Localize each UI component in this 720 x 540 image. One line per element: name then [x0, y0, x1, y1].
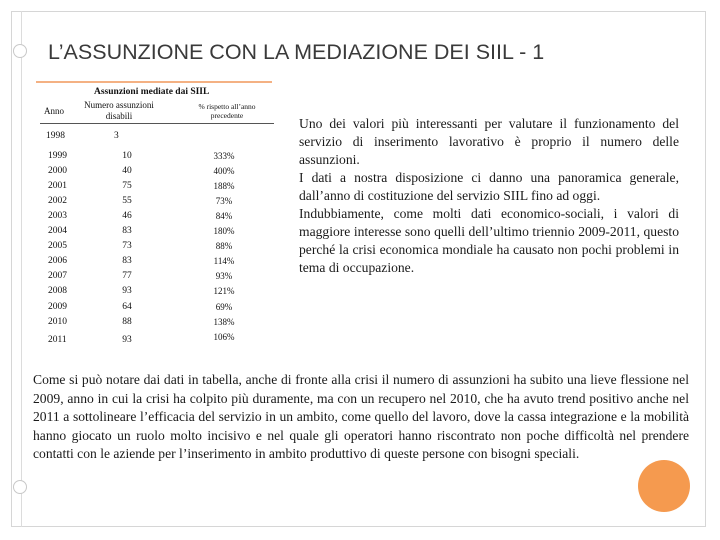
table-cell-count: 10	[122, 151, 132, 161]
table-cell-year: 2009	[48, 301, 67, 312]
table-cell-count: 55	[122, 196, 132, 207]
table-cell-pct: 88%	[215, 241, 233, 252]
header-year: Anno	[44, 106, 64, 116]
table-cell-pct: 93%	[215, 271, 233, 282]
table-cell-count: 77	[122, 271, 132, 282]
conclusion-text: Come si può notare dai dati in tabella, anche di fronte alla crisi il numero di assunzioni ha subito una lieve flessione nel 2009, anno in cui la crisi ha colpito più duramente, ma con un recupero nel 2010, che ha avuto trend positivo anche nel 2011 a sottolineare l’efficacia del servizio in un ambito, come quello del lavoro, dove la cassa integrazione e la mobilità hanno giocato un ruolo molto incisivo e nel quale gli operatori hanno riscontrato non poche difficoltà nel prendere contatti con le aziende per l’inserimento in ambito produttivo di queste persone con bisogni speciali.	[33, 372, 689, 461]
table-cell-pct: 84%	[215, 211, 233, 222]
first-row-year: 1998	[46, 131, 65, 141]
table-cell-pct: 114%	[213, 256, 235, 267]
table-cell-count: 46	[122, 211, 132, 222]
table-cell-count: 40	[122, 166, 132, 177]
table-cell-year: 2001	[48, 181, 67, 192]
header-count: Numero assunzioni disabili	[84, 100, 154, 121]
table-caption: Assunzioni mediate dai SIIL	[94, 87, 210, 97]
table-cell-count: 83	[122, 256, 132, 267]
table-cell-year: 2000	[48, 166, 67, 177]
explanation-text	[299, 115, 679, 277]
table-cell-pct: 73%	[215, 196, 233, 207]
decorative-orange-circle	[638, 460, 690, 512]
table-cell-count: 83	[122, 226, 132, 237]
header-pct: % rispetto all’anno precedente	[198, 102, 256, 120]
table-cell-pct: 188%	[213, 181, 235, 192]
paragraph-1: Uno dei valori più interessanti per valutare il funzionamento del servizio di inserimento lavorativo è proprio il numero delle assunzioni.	[299, 116, 679, 167]
binder-ring-top	[13, 44, 27, 58]
binder-line	[21, 11, 22, 527]
table-cell-pct: 69%	[215, 301, 233, 312]
table-cell-year: 2011	[48, 334, 67, 345]
binder-ring-bottom	[13, 480, 27, 494]
table-cell-year: 2003	[48, 211, 67, 222]
table-cell-year: 2005	[48, 241, 67, 252]
table-cell-pct: 400%	[213, 166, 235, 177]
first-row-count: 3	[114, 131, 119, 141]
table-cell-count: 64	[122, 301, 132, 312]
paragraph-2: I dati a nostra disposizione ci danno una panoramica generale, dall’anno di costituzione del servizio SIIL fino ad oggi.	[299, 170, 679, 203]
table-cell-count: 93	[122, 286, 132, 297]
paragraph-3: Indubbiamente, come molti dati economico-sociali, i valori di maggiore interesse sono quelli dell’ultimo triennio 2009-2011, questo perché la crisi economica mondiale ha causato non pochi problemi in tema di occupazione.	[299, 206, 679, 275]
table-cell-pct: 138%	[213, 316, 235, 327]
table-cell-pct: 121%	[213, 286, 235, 297]
table-cell-year: 2002	[48, 196, 67, 207]
table-cell-year: 2007	[48, 271, 67, 282]
table-cell-year: 2006	[48, 256, 67, 267]
table-cell-count: 73	[122, 241, 132, 252]
table-cell-pct: 180%	[213, 226, 235, 237]
table-cell-count: 75	[122, 181, 132, 192]
table-cell-year: 1999	[48, 151, 67, 161]
header-rule	[40, 123, 274, 124]
table-cell-year: 2004	[48, 226, 67, 237]
table-cell-count: 88	[122, 316, 132, 327]
slide-title: L’ASSUNZIONE CON LA MEDIAZIONE DEI SIIL - 1	[48, 40, 545, 64]
table-cell-year: 2010	[48, 316, 67, 327]
title-underline	[36, 81, 272, 83]
table-cell-pct: 333%	[213, 151, 235, 161]
table-cell-count: 93	[122, 334, 132, 345]
table-cell-year: 2008	[48, 286, 67, 297]
table-cell-pct: 106%	[213, 331, 235, 342]
